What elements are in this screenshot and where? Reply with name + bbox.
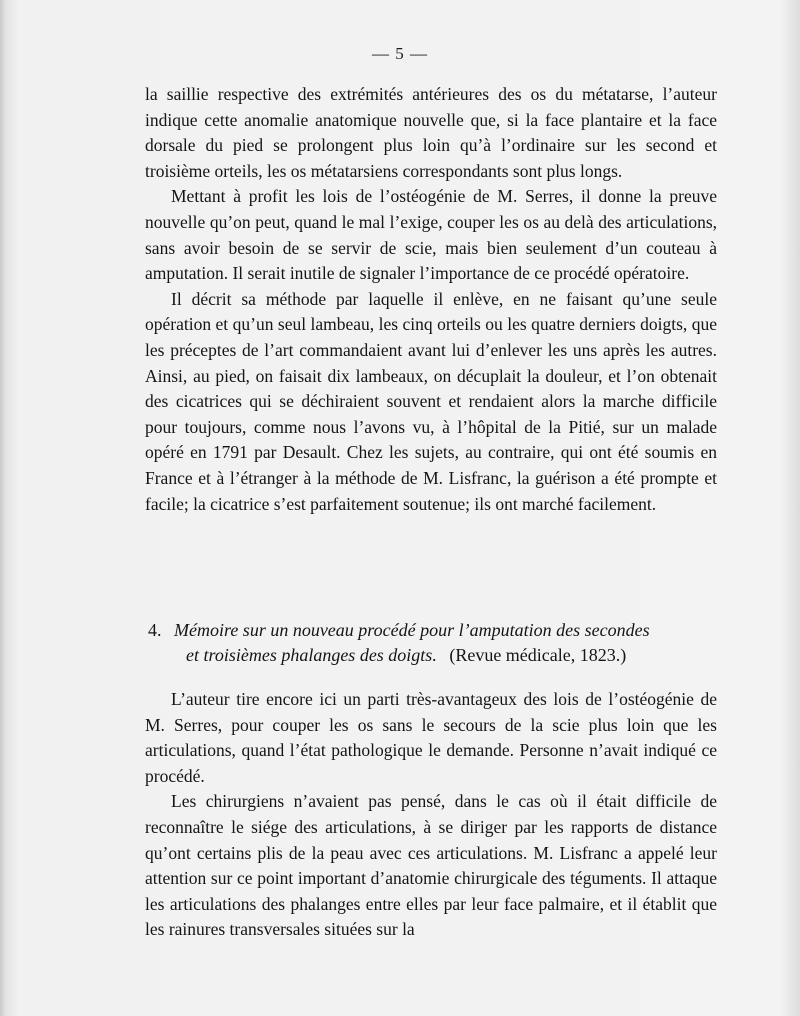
paragraph-3: Il décrit sa méthode par laquelle il enlève, en ne faisant qu’une seule opération et qu’un seul lambeau, les cinq orteils ou les quatre derniers doigts, que les préceptes de l’art commandaient avant lui d’enlever les uns après les autres. Ainsi, au pied, on faisait dix lambeaux, on décuplait la douleur, et l’on obtenait des cicatrices qui se déchiraient souvent et rendaient alors la marche difficile pour toujours, comme nous l’avons vu, à l’hôpital de la Pitié, sur un malade opéré en 1791 par Desault. Chez les sujets, au contraire, qui ont été soumis en France et à l’étranger à la méthode de M. Lisfranc, la guérison a été prompte et facile; la cicatrice s’est parfaitement soutenue; ils ont marché facilement. — [145, 288, 717, 514]
page-number: — 5 — — [372, 44, 428, 63]
paragraph-1: la saillie respective des extrémités antérieures des os du métatarse, l’auteur indique cette anomalie anatomique nouvelle que, si la face plantaire et la face dorsale du pied se prolongent plus loin qu’à l’ordinaire sur les second et troisième orteils, les os métatarsiens correspondants sont plus longs. — [145, 84, 717, 181]
section-title-line-1 — [148, 618, 718, 644]
paragraph-4: L’auteur tire encore ici un parti très-avantageux des lois de l’ostéogénie de M. Serres, pour couper les os sans le secours de la scie plus loin que les articulations, quand l’état pathologique le demande. Personne n’avait indiqué ce procédé. — [145, 689, 717, 786]
section-title-part-2: et troisièmes phalanges des doigts. — [186, 645, 437, 665]
section-title-line-2 — [148, 643, 718, 669]
bottom-text-block — [145, 687, 717, 943]
top-text-block — [145, 82, 717, 517]
section-citation: (Revue médicale, 1823.) — [449, 645, 627, 665]
paragraph-2: Mettant à profit les lois de l’ostéogénie de M. Serres, il donne la preuve nouvelle qu’on peut, quand le mal l’exige, couper les os au delà des articulations, sans avoir besoin de se servir de scie, mais bien seulement d’un couteau à amputation. Il serait inutile de signaler l’importance de ce procédé opératoire. — [145, 186, 717, 284]
section-number: 4. — [148, 620, 162, 640]
section-title-part-1: Mémoire sur un nouveau procédé pour l’amputation des secondes — [174, 620, 650, 640]
paragraph-5: Les chirurgiens n’avaient pas pensé, dans le cas où il était difficile de reconnaître le siége des articulations, à se diriger par les rapports de distance qu’ont certains plis de la peau avec ces articulations. M. Lisfranc a appelé leur attention sur ce point important d’anatomie chirurgicale des téguments. Il attaque les articulations des phalanges entre elles par leur face palmaire, et il établit que les rainures transversales situées sur la — [145, 791, 717, 940]
